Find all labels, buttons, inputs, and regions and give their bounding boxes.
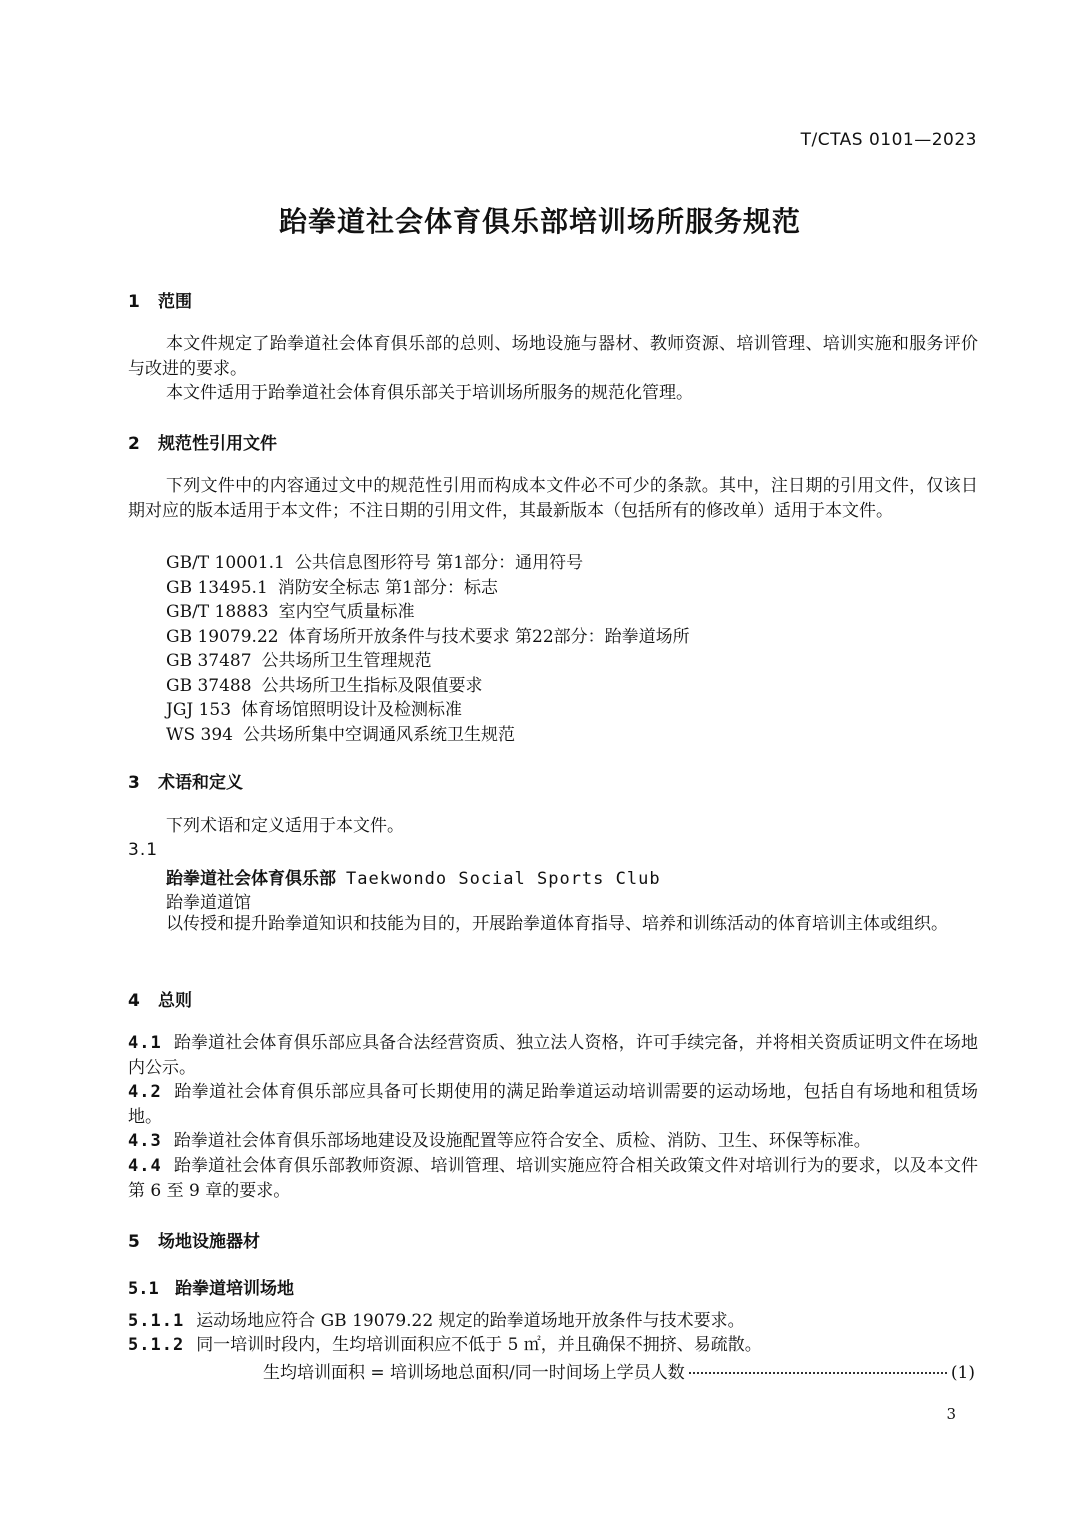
page-number: 3 [946, 1405, 956, 1423]
section-3-heading [128, 768, 243, 793]
section-1-heading [128, 287, 192, 312]
section-2-paragraph-1: 下列文件中的内容通过文中的规范性引用而构成本文件必不可少的条款。其中，注日期的引用文件，仅该日期对应的版本适用于本文件；不注日期的引用文件，其最新版本（包括所有的修改单）适用于本文件。 [128, 476, 978, 521]
section-title: 规范性引用文件 [158, 434, 277, 454]
section-3-paragraph-1: 下列术语和定义适用于本文件。 [166, 816, 404, 836]
section-title: 术语和定义 [158, 773, 243, 793]
term-number: 3.1 [128, 840, 159, 860]
reference-item: GB/T 10001.1 公共信息图形符号 第1部分：通用符号 [166, 553, 584, 573]
section-title: 总则 [158, 991, 192, 1011]
reference-item: WS 394 公共场所集中空调通风系统卫生规范 [166, 725, 515, 745]
section-number: 1 [128, 292, 140, 312]
subsection-number: 5.1 [128, 1279, 159, 1299]
clause-5-1-1: 5.1.1 运动场地应符合 GB 19079.22 规定的跆拳道场地开放条件与技术要求。 [128, 1311, 745, 1331]
term-english: Taekwondo Social Sports Club [346, 869, 661, 889]
clause-4-2: 4.2 跆拳道社会体育俱乐部应具备可长期使用的满足跆拳道运动培训需要的运动场地，包括自有场地和租赁场地。 [128, 1082, 978, 1127]
section-number: 4 [128, 991, 140, 1011]
term-chinese: 跆拳道社会体育俱乐部 [166, 869, 336, 889]
section-1-paragraph-1: 本文件规定了跆拳道社会体育俱乐部的总则、场地设施与器材、教师资源、培训管理、培训实施和服务评价与改进的要求。 [128, 334, 978, 379]
term-definition: 以传授和提升跆拳道知识和技能为目的，开展跆拳道体育指导、培养和训练活动的体育培训主体或组织。 [166, 914, 948, 934]
reference-item: GB/T 18883 室内空气质量标准 [166, 602, 415, 622]
section-number: 5 [128, 1232, 140, 1252]
section-title: 范围 [158, 292, 192, 312]
clause-4-3: 4.3 跆拳道社会体育俱乐部场地建设及设施配置等应符合安全、质检、消防、卫生、环保等标准。 [128, 1131, 871, 1151]
reference-item: JGJ 153 体育场馆照明设计及检测标准 [166, 700, 463, 720]
reference-item: GB 19079.22 体育场所开放条件与技术要求 第22部分：跆拳道场所 [166, 627, 690, 647]
formula-1 [263, 1358, 975, 1383]
term-entry [166, 864, 661, 889]
section-number: 2 [128, 434, 140, 454]
reference-item: GB 37488 公共场所卫生指标及限值要求 [166, 676, 483, 696]
formula-leader-dots [689, 1372, 947, 1374]
term-synonym: 跆拳道道馆 [166, 893, 251, 913]
section-2-heading [128, 429, 277, 454]
clause-5-1-2: 5.1.2 同一培训时段内，生均培训面积应不低于 5 ㎡，并且确保不拥挤、易疏散。 [128, 1335, 762, 1355]
section-5-heading [128, 1227, 260, 1252]
formula-number: (1) [950, 1363, 975, 1383]
reference-item: GB 37487 公共场所卫生管理规范 [166, 651, 432, 671]
section-4-heading [128, 986, 192, 1011]
section-1-paragraph-2: 本文件适用于跆拳道社会体育俱乐部关于培训场所服务的规范化管理。 [166, 383, 693, 403]
clause-4-4: 4.4 跆拳道社会体育俱乐部教师资源、培训管理、培训实施应符合相关政策文件对培训行为的要求，以及本文件第 6 至 9 章的要求。 [128, 1156, 978, 1201]
document-title: 跆拳道社会体育俱乐部培训场所服务规范 [278, 205, 801, 238]
subsection-5-1-heading [128, 1274, 294, 1299]
subsection-title: 跆拳道培训场地 [175, 1279, 294, 1299]
section-number: 3 [128, 773, 140, 793]
formula-expression: 生均培训面积 = 培训场地总面积/同一时间场上学员人数 [263, 1363, 685, 1383]
section-title: 场地设施器材 [158, 1232, 260, 1252]
reference-item: GB 13495.1 消防安全标志 第1部分：标志 [166, 578, 499, 598]
document-number: T/CTAS 0101—2023 [800, 130, 977, 150]
clause-4-1: 4.1 跆拳道社会体育俱乐部应具备合法经营资质、独立法人资格，许可手续完备，并将相关资质证明文件在场地内公示。 [128, 1033, 978, 1078]
